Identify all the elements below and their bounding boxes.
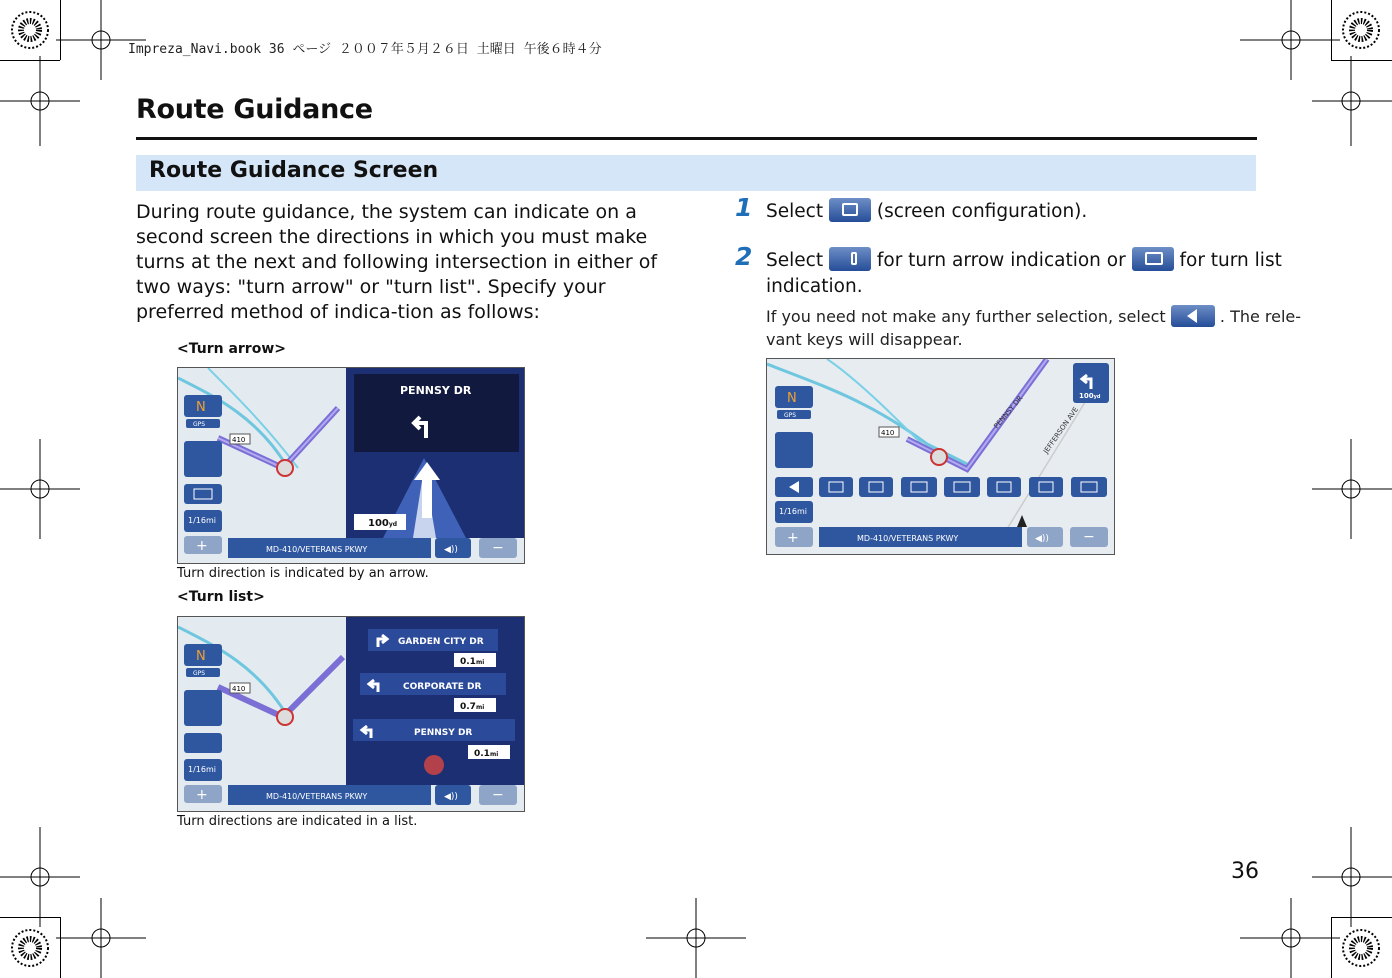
turn-list-screenshot [177, 616, 525, 812]
svg-text:GPS: GPS [784, 412, 797, 419]
svg-text:−: − [492, 540, 504, 556]
compass-icon: N [787, 391, 797, 406]
registration-target-icon [1240, 0, 1340, 80]
svg-text:100yd: 100yd [1079, 392, 1101, 400]
section-title: Route Guidance Screen [149, 158, 439, 183]
svg-text:MD-410/VETERANS PKWY: MD-410/VETERANS PKWY [857, 534, 959, 543]
registration-target-icon [646, 898, 746, 978]
svg-text:0.1mi: 0.1mi [474, 749, 499, 759]
scale-label: 1/16mi [188, 516, 216, 525]
back-key-icon [1171, 305, 1215, 327]
note [766, 305, 1301, 329]
volume-icon: ◀)) [1035, 534, 1049, 544]
svg-text:MD-410/VETERANS PKWY: MD-410/VETERANS PKWY [266, 792, 368, 801]
list-street-3: PENNSY DR [414, 728, 473, 738]
list-street-2: CORPORATE DR [403, 682, 482, 692]
step-1-text-before: Select [766, 201, 824, 222]
street-label-a: PENNSY DR [992, 394, 1025, 431]
step-number-2: 2 [735, 242, 753, 271]
registration-target-icon [1240, 898, 1340, 978]
section-bar [136, 155, 1256, 191]
svg-text:+: + [787, 530, 799, 546]
step-2 [766, 248, 1282, 274]
svg-text:1/16mi: 1/16mi [188, 765, 216, 774]
turn-list-key-icon [1132, 247, 1174, 271]
turn-list-heading: <Turn list> [177, 589, 265, 605]
compass-icon: N [196, 649, 206, 664]
vehicle-icon [424, 755, 444, 775]
svg-text:0.1mi: 0.1mi [460, 657, 485, 667]
registration-target-icon [1312, 439, 1392, 539]
registration-target-icon [0, 439, 80, 539]
turn-arrow-key-icon [829, 247, 871, 271]
step-1-text-after: (screen configuration). [876, 201, 1088, 222]
distance-readout: 100yd [368, 518, 398, 529]
next-street: PENNSY DR [400, 384, 472, 397]
print-header: Impreza_Navi.book 36 ページ ２００７年５月２６日 土曜日 午後６時４分 [128, 42, 602, 57]
route-sign: 410 [232, 436, 246, 444]
step-1 [766, 199, 1087, 225]
step-2-text-after: for turn list [1179, 250, 1282, 271]
volume-icon: ◀)) [444, 792, 458, 802]
registration-target-icon [0, 827, 80, 927]
street-label-b: JEFFERSON AVE [1042, 405, 1081, 456]
road-name: MD-410/VETERANS PKWY [266, 545, 368, 554]
note-text-before: If you need not make any further selection, select [766, 307, 1166, 326]
config-screen [767, 359, 1114, 554]
title-rule [136, 137, 1257, 140]
registration-target-icon [1312, 827, 1392, 927]
step-2-text-before: Select [766, 250, 824, 271]
step-2-text-line2: indication. [766, 276, 863, 297]
note-line2: vant keys will disappear. [766, 330, 963, 349]
turn-arrow-screenshot [177, 367, 525, 564]
svg-text:0.7mi: 0.7mi [460, 702, 485, 712]
svg-text:GPS: GPS [193, 670, 206, 677]
step-number-1: 1 [735, 193, 753, 222]
svg-text:1/16mi: 1/16mi [779, 507, 807, 516]
turn-arrow-heading: <Turn arrow> [177, 341, 286, 357]
registration-target-icon [56, 898, 146, 978]
turn-list-caption: Turn directions are indicated in a list. [177, 814, 418, 829]
svg-text:+: + [196, 538, 208, 554]
list-street-1: GARDEN CITY DR [398, 637, 484, 647]
page-number: 36 [1231, 859, 1259, 884]
turn-list-screen [178, 617, 524, 811]
intro-paragraph: During route guidance, the system can indicate on a second screen the directions in which you must make turns at the next and following intersection in either of two ways: "turn arrow" or "turn list". Specify your preferred method of indica-tion as follows: [136, 201, 658, 323]
svg-text:+: + [196, 787, 208, 803]
chapter-title: Route Guidance [136, 94, 373, 125]
registration-target-icon [1312, 56, 1392, 146]
svg-text:410: 410 [232, 685, 246, 693]
note-text-after: . The rele- [1219, 307, 1302, 326]
screen-configuration-screenshot [766, 358, 1115, 555]
svg-text:−: − [1083, 529, 1095, 545]
registration-target-icon [0, 56, 80, 146]
svg-text:−: − [492, 787, 504, 803]
svg-text:410: 410 [881, 429, 895, 437]
step-2-text-middle: for turn arrow indication or [876, 250, 1126, 271]
screen-configuration-key-icon [829, 198, 871, 222]
turn-arrow-screen [178, 368, 524, 563]
turn-arrow-caption: Turn direction is indicated by an arrow. [177, 566, 429, 581]
compass-icon: N [196, 400, 206, 415]
volume-icon: ◀)) [444, 545, 458, 555]
gps-label: GPS [193, 421, 206, 428]
